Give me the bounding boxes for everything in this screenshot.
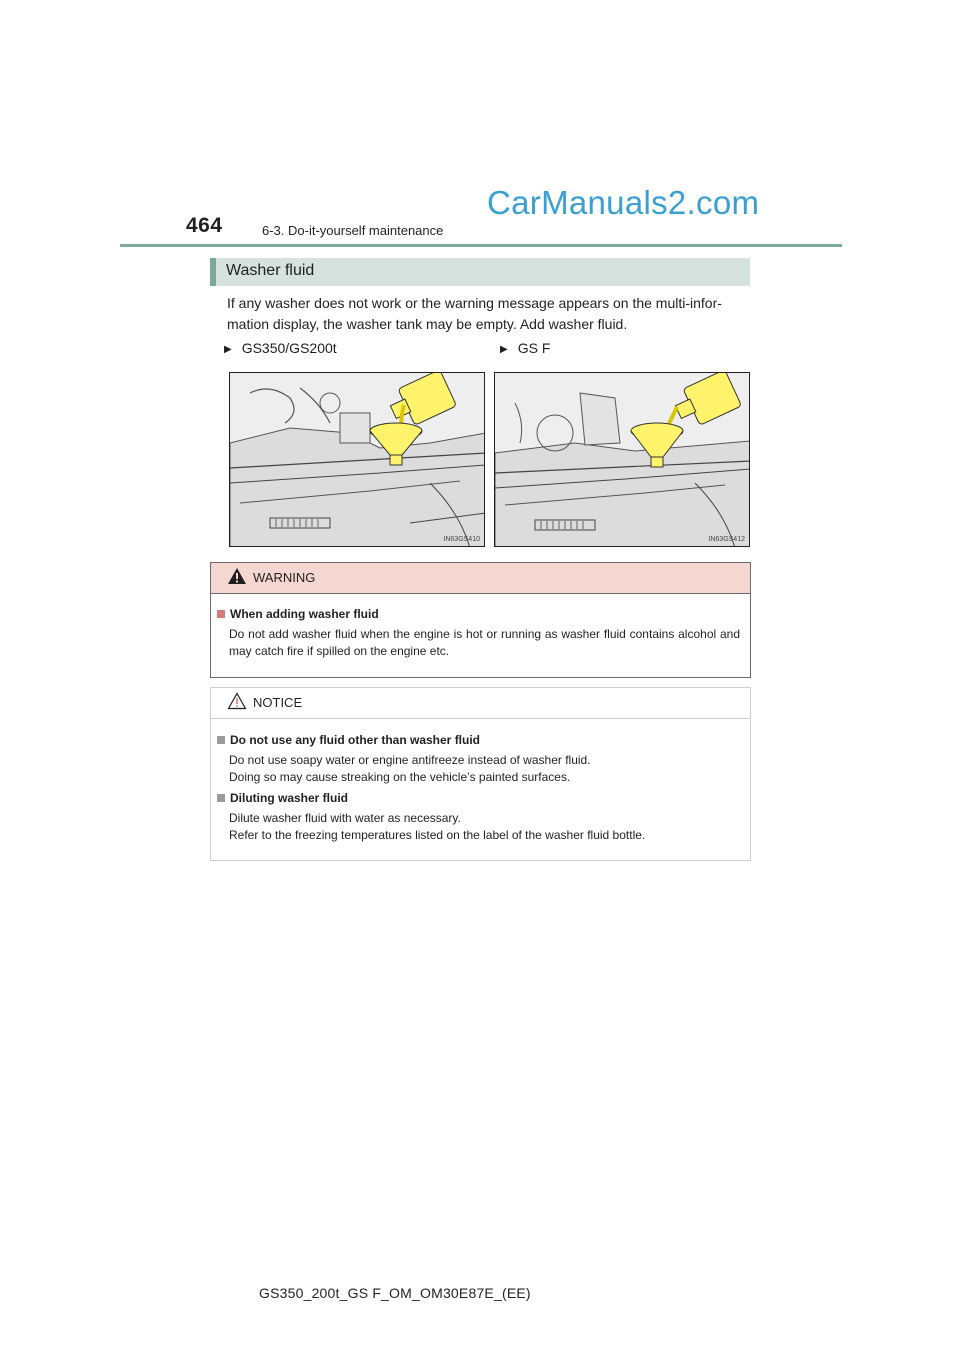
section-title-bar — [210, 258, 750, 286]
illustration-gs350-washer-fill — [229, 372, 485, 547]
caution-triangle-icon — [227, 692, 247, 710]
notice-line: Do not use soapy water or engine antifreeze instead of washer fluid. — [229, 753, 591, 767]
intro-line: If any washer does not work or the warning message appears on the multi-infor- — [227, 295, 722, 311]
right-triangle-arrow-icon: ▶ — [500, 344, 508, 355]
warning-item-title — [217, 607, 379, 621]
footer-document-code: GS350_200t_GS F_OM_OM30E87E_(EE) — [259, 1285, 531, 1301]
header-rule — [120, 244, 842, 247]
variant-label-text: GS F — [517, 340, 551, 356]
warning-item-title-text: When adding washer fluid — [230, 607, 379, 621]
engine-bay-drawing — [230, 373, 485, 547]
notice-item-title — [217, 791, 348, 805]
notice-item-title-text: Diluting washer fluid — [230, 791, 349, 805]
red-square-bullet-icon — [217, 610, 225, 618]
section-header: 6-3. Do-it-yourself maintenance — [262, 223, 444, 238]
watermark: CarManuals2.com — [487, 184, 760, 221]
notice-item-body — [229, 752, 740, 786]
illustration-code: IN63GS410 — [443, 536, 480, 543]
illustration-gsf-washer-fill — [494, 372, 750, 547]
notice-box — [210, 687, 751, 861]
notice-line: Dilute washer fluid with water as necessary. — [229, 811, 461, 825]
intro-paragraph — [227, 293, 752, 335]
intro-line: mation display, the washer tank may be empty. Add washer fluid. — [227, 316, 628, 332]
right-triangle-arrow-icon: ▶ — [224, 344, 232, 355]
notice-item-title — [217, 733, 480, 747]
illustration-code: IN63GS412 — [708, 536, 745, 543]
notice-header — [211, 688, 750, 719]
warning-item-body: Do not add washer fluid when the engine is hot or running as washer fluid contains alcohol and may catch fire if spilled on the engine etc. — [229, 627, 740, 658]
gray-square-bullet-icon — [217, 794, 225, 802]
gray-square-bullet-icon — [217, 736, 225, 744]
engine-bay-drawing — [495, 373, 750, 547]
variant-label-text: GS350/GS200t — [241, 340, 337, 356]
section-title: Washer fluid — [226, 262, 315, 279]
notice-line: Refer to the freezing temperatures listed on the label of the washer fluid bottle. — [229, 828, 646, 842]
variant-label-gsf — [500, 340, 550, 356]
notice-item-title-text: Do not use any fluid other than washer fluid — [230, 733, 481, 747]
warning-heading: WARNING — [253, 570, 316, 585]
page-number: 464 — [186, 214, 223, 237]
notice-item-body — [229, 810, 740, 844]
warning-header — [211, 563, 750, 594]
variant-label-gs350 — [224, 340, 337, 356]
notice-line: Doing so may cause streaking on the vehicle’s painted surfaces. — [229, 770, 571, 784]
notice-heading: NOTICE — [253, 695, 303, 710]
warning-triangle-icon — [227, 567, 247, 585]
warning-box — [210, 562, 751, 678]
